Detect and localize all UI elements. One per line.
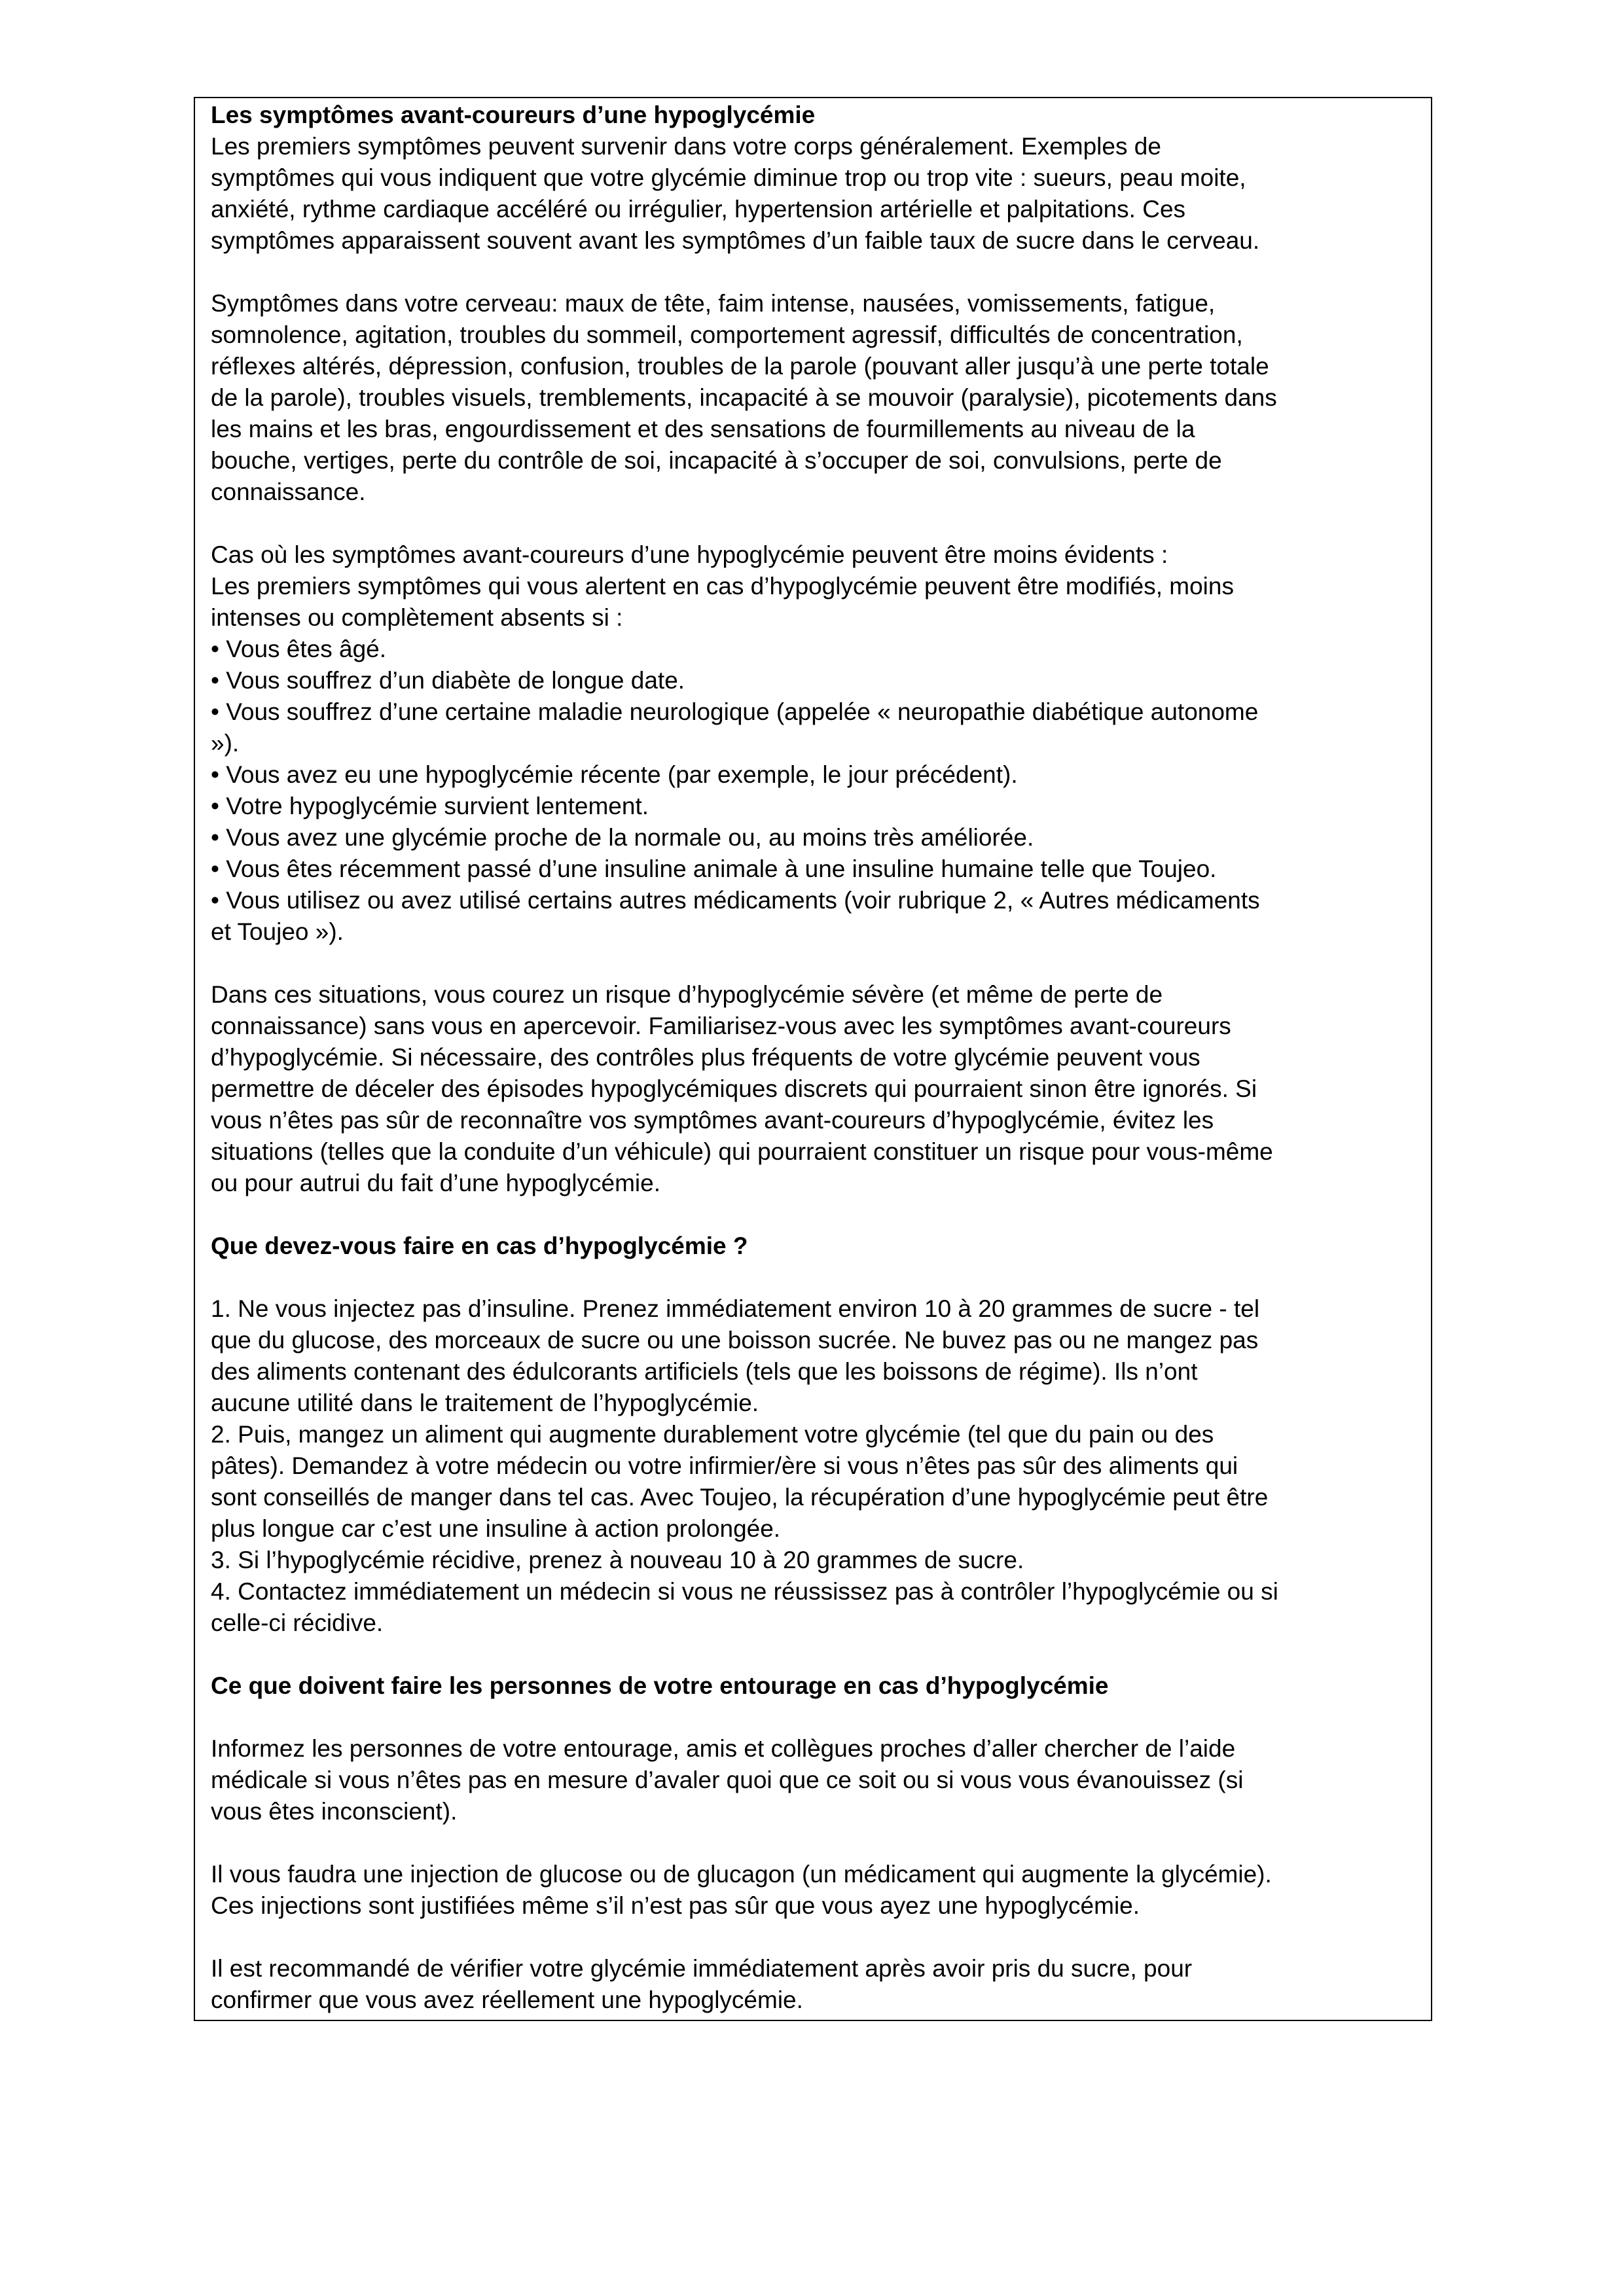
text-line: somnolence, agitation, troubles du sommeil, comportement agressif, difficultés de concentration, [211, 321, 1243, 348]
text-line: symptômes apparaissent souvent avant les symptômes d’un faible taux de sucre dans le cerveau. [211, 227, 1260, 254]
text-line: des aliments contenant des édulcorants artificiels (tels que les boissons de régime). Ils n’ont [211, 1358, 1198, 1385]
text-line: • Vous avez une glycémie proche de la normale ou, au moins très améliorée. [211, 824, 1034, 851]
text-line: intenses ou complètement absents si : [211, 604, 623, 631]
section-brain-symptoms [211, 288, 1414, 508]
text-line: Il est recommandé de vérifier votre glycémie immédiatement après avoir pris du sucre, pour [211, 1955, 1193, 1982]
text-line: situations (telles que la conduite d’un véhicule) qui pourraient constituer un risque pour vous-même [211, 1138, 1273, 1165]
paragraph-gap [211, 1199, 1414, 1230]
text-line: que du glucose, des morceaux de sucre ou une boisson sucrée. Ne buvez pas ou ne mangez pas [211, 1327, 1259, 1354]
text-line: Ces injections sont justifiées même s’il n’est pas sûr que vous ayez une hypoglycémie. [211, 1892, 1140, 1919]
section-entourage-inform [211, 1733, 1414, 1827]
text-line: • Vous êtes récemment passé d’une insuline animale à une insuline humaine telle que Toujeo. [211, 855, 1217, 882]
paragraph-gap [211, 1827, 1414, 1859]
text-line: réflexes altérés, dépression, confusion, troubles de la parole (pouvant aller jusqu’à une perte totale [211, 353, 1269, 380]
section-what-to-do-heading [211, 1230, 1414, 1262]
text-line: 3. Si l’hypoglycémie récidive, prenez à nouveau 10 à 20 grammes de sucre. [211, 1547, 1024, 1573]
section-heading: Ce que doivent faire les personnes de votre entourage en cas d’hypoglycémie [211, 1672, 1109, 1699]
paragraph-gap [211, 508, 1414, 539]
text-line: Dans ces situations, vous courez un risque d’hypoglycémie sévère (et même de perte de [211, 981, 1163, 1008]
paragraph-gap [211, 1922, 1414, 1953]
text-line: les mains et les bras, engourdissement et des sensations de fourmillements au niveau de la [211, 416, 1195, 442]
text-line: médicale si vous n’êtes pas en mesure d’avaler quoi que ce soit ou si vous vous évanouissez (si [211, 1767, 1244, 1793]
section-heading: Les symptômes avant-coureurs d’une hypoglycémie [211, 101, 816, 128]
text-line: pâtes). Demandez à votre médecin ou votre infirmier/ère si vous n’êtes pas sûr des aliments qui [211, 1452, 1238, 1479]
text-line: Les premiers symptômes qui vous alertent en cas d’hypoglycémie peuvent être modifiés, moins [211, 573, 1234, 600]
section-less-evident [211, 539, 1414, 948]
text-line: Informez les personnes de votre entourage, amis et collègues proches d’aller chercher de l’aide [211, 1735, 1236, 1762]
text-line: Il vous faudra une injection de glucose ou de glucagon (un médicament qui augmente la glycémie). [211, 1861, 1272, 1888]
text-line: vous êtes inconscient). [211, 1798, 458, 1825]
text-line: • Votre hypoglycémie survient lentement. [211, 793, 649, 819]
paragraph-gap [211, 1702, 1414, 1733]
text-line: Cas où les symptômes avant-coureurs d’une hypoglycémie peuvent être moins évidents : [211, 541, 1168, 568]
text-line: bouche, vertiges, perte du contrôle de soi, incapacité à s’occuper de soi, convulsions, perte de [211, 447, 1222, 474]
text-line: 2. Puis, mangez un aliment qui augmente durablement votre glycémie (tel que du pain ou des [211, 1421, 1214, 1448]
text-line: confirmer que vous avez réellement une hypoglycémie. [211, 1986, 803, 2013]
text-line: »). [211, 730, 240, 757]
section-injection [211, 1859, 1414, 1922]
text-line: 1. Ne vous injectez pas d’insuline. Prenez immédiatement environ 10 à 20 grammes de sucre - tel [211, 1295, 1260, 1322]
text-line: ou pour autrui du fait d’une hypoglycémie. [211, 1170, 660, 1196]
text-line: sont conseillés de manger dans tel cas. Avec Toujeo, la récupération d’une hypoglycémie peut être [211, 1484, 1269, 1511]
paragraph-gap [211, 1639, 1414, 1670]
text-line: • Vous utilisez ou avez utilisé certains autres médicaments (voir rubrique 2, « Autres médicaments [211, 887, 1260, 914]
section-warning-symptoms [211, 99, 1414, 257]
section-what-to-do-steps [211, 1293, 1414, 1639]
text-line: aucune utilité dans le traitement de l’hypoglycémie. [211, 1390, 759, 1416]
section-verify [211, 1953, 1414, 2016]
text-line: • Vous avez eu une hypoglycémie récente (par exemple, le jour précédent). [211, 761, 1018, 788]
text-line: symptômes qui vous indiquent que votre glycémie diminue trop ou trop vite : sueurs, peau moite, [211, 164, 1246, 191]
paragraph-gap [211, 257, 1414, 288]
text-line: connaissance. [211, 478, 366, 505]
text-line: Les premiers symptômes peuvent survenir dans votre corps généralement. Exemples de [211, 133, 1161, 160]
text-line: permettre de déceler des épisodes hypoglycémiques discrets qui pourraient sinon être ignorés. Si [211, 1075, 1257, 1102]
section-severe-risk [211, 979, 1414, 1199]
paragraph-gap [211, 948, 1414, 979]
text-line: anxiété, rythme cardiaque accéléré ou irrégulier, hypertension artérielle et palpitations. Ces [211, 196, 1186, 223]
text-line: Symptômes dans votre cerveau: maux de tête, faim intense, nausées, vomissements, fatigue, [211, 290, 1216, 317]
text-line: 4. Contactez immédiatement un médecin si vous ne réussissez pas à contrôler l’hypoglycémie ou si [211, 1578, 1278, 1605]
text-line: • Vous souffrez d’un diabète de longue date. [211, 667, 685, 694]
text-line: et Toujeo »). [211, 918, 344, 945]
text-line: de la parole), troubles visuels, tremblements, incapacité à se mouvoir (paralysie), picotements dans [211, 384, 1277, 411]
text-line: vous n’êtes pas sûr de reconnaître vos symptômes avant-coureurs d’hypoglycémie, évitez les [211, 1107, 1214, 1134]
text-line: celle-ci récidive. [211, 1609, 384, 1636]
text-line: d’hypoglycémie. Si nécessaire, des contrôles plus fréquents de votre glycémie peuvent vous [211, 1044, 1200, 1071]
text-line: • Vous êtes âgé. [211, 636, 387, 662]
leaflet-text-box [194, 97, 1432, 2021]
text-line: • Vous souffrez d’une certaine maladie neurologique (appelée « neuropathie diabétique autonome [211, 698, 1259, 725]
paragraph-gap [211, 1262, 1414, 1293]
section-heading: Que devez-vous faire en cas d’hypoglycémie ? [211, 1232, 748, 1259]
section-entourage-heading [211, 1670, 1414, 1702]
text-line: connaissance) sans vous en apercevoir. Familiarisez-vous avec les symptômes avant-coureurs [211, 1013, 1231, 1039]
text-line: plus longue car c’est une insuline à action prolongée. [211, 1515, 781, 1542]
